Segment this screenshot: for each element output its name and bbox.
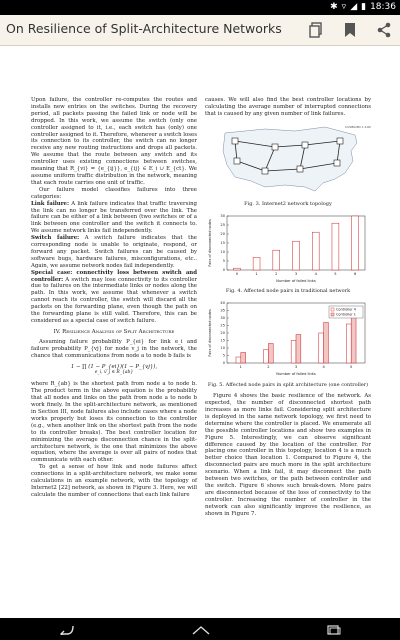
bar — [324, 323, 329, 364]
bookmark-icon[interactable] — [340, 20, 360, 40]
figure-4 — [205, 212, 371, 296]
y-tick-label: 35 — [220, 309, 225, 314]
bar — [268, 344, 273, 364]
bar — [293, 241, 300, 270]
switch-failure-label: Switch failure: — [31, 235, 80, 242]
equation — [31, 364, 197, 378]
x-tick-label: 4 — [322, 365, 325, 370]
bar — [236, 357, 241, 363]
bar — [253, 257, 260, 270]
document-title: On Resilience of Split-Architecture Networks — [6, 21, 282, 36]
right-column — [205, 97, 371, 517]
map-corner-label: CUSBN-BD 1:1000 — [345, 124, 371, 129]
status-bar — [0, 0, 400, 15]
y-tick-label: 30 — [220, 213, 225, 218]
equation-subscript: e_i, v_j ∈ R_{ab} — [94, 370, 134, 376]
y-tick-label: 5 — [222, 354, 225, 359]
battery-icon: ▮ — [361, 2, 367, 12]
legend-swatch — [331, 308, 334, 311]
x-tick-label: 6 — [353, 271, 357, 276]
y-tick-label: 25 — [220, 222, 225, 227]
bar — [352, 216, 359, 270]
bar — [264, 350, 269, 364]
bar — [312, 232, 319, 270]
toolbar-actions — [306, 20, 394, 40]
chart-affected-pairs-traditional — [205, 212, 371, 284]
y-tick-label: 15 — [220, 339, 225, 344]
paragraph: causes. We will also find the best controller locations by calculating the average number of interrupted connections that is caused by any given number of link failures. — [205, 97, 371, 117]
x-tick-label: 0 — [235, 271, 239, 276]
special-case-label: Special case: connectivity loss between switch and controller: — [31, 269, 197, 283]
paragraph: Assuming failure probability P_{ei} for link e_i and failure probability P_{vj} for node v_j in the network, the chance that communications from node a to node b fails is — [31, 338, 197, 359]
x-tick-label: 4 — [314, 271, 317, 276]
cards-icon[interactable] — [306, 20, 326, 40]
bluetooth-icon: ✱ — [330, 2, 338, 12]
x-tick-label: 1 — [255, 271, 258, 276]
x-tick-label: 3 — [294, 271, 298, 276]
map-outline — [223, 127, 357, 191]
y-axis-label: Pairs of disconnected nodes — [208, 309, 212, 358]
legend-label: Controller 1 — [336, 312, 356, 317]
y-tick-label: 40 — [220, 301, 225, 306]
paragraph: Upon failure, the controller re-computes the routes and installs new entries on the switches. During the recovery period, all packets passing the failed link or node will be dropped. In this work, we assume the switch (only one controller assigned to it, i.e., each switch has (only) one controller assigned to it. Therefore, whenever a switch loses its connection to its controller, the switch can no longer receive any new routing instructions and drops all packets. We assume that the route between any switch and its controller uses existing connections between switches, meaning that R_{vi} = {e_{ij}}, e_{ij} ∈ E_i ∪ E_{ct}. We assume uniform traffic distribution in the network, meaning that each route carries one unit of traffic. — [31, 97, 197, 186]
y-tick-label: 20 — [220, 331, 225, 336]
y-tick-label: 0 — [222, 267, 225, 272]
y-tick-label: 10 — [220, 249, 225, 254]
section-heading: IV. Resilience Analysis of Split Architecture — [53, 328, 175, 335]
figure-4-caption: Fig. 4. Affected node pairs in traditional network — [225, 288, 351, 295]
x-tick-label: 2 — [267, 365, 270, 370]
paragraph: Our failure model classifies failures into three categories: — [31, 186, 197, 200]
status-icons — [330, 2, 396, 12]
back-icon[interactable] — [59, 620, 75, 639]
bar — [241, 353, 246, 364]
recent-apps-icon[interactable] — [327, 620, 341, 639]
app-bar — [0, 15, 400, 46]
paragraph: A link failure indicates that traffic traversing the link can no longer be transferred over the link. The failure can be either of a link between (two switches or of a link between one controller and the switch it connects to. We assume network links fail independently. — [31, 200, 197, 235]
navigation-bar — [0, 618, 400, 640]
figure-5 — [205, 299, 371, 389]
clock: 18:36 — [370, 2, 396, 12]
y-tick-label: 20 — [220, 231, 225, 236]
x-tick-label: 5 — [334, 271, 337, 276]
x-tick-label: 2 — [275, 271, 278, 276]
bar — [319, 333, 324, 363]
internet2-map — [205, 121, 371, 196]
bar — [296, 335, 301, 364]
paragraph: A switch failure indicates that the corresponding node is unable to originate, respond, or forward any packet. Switch failures can be caused by software bugs, hardware failures, misconfigurations, etc.. Again, we assume network nodes fail independently. — [31, 235, 197, 269]
x-axis-label: Number of failed links — [276, 372, 316, 377]
paragraph: where R_{ab} is the shortest path from node a to node b. The product term in the above equation is the probability that all nodes and links on the path from node a to node b work finely. In the split-architecture network, as mentioned in Section III, node failures also include cases where a node works properly but loses its connection to the controller (e.g., when another link on the shortest path from the node to its controller breaks). The best controller location for minimizing the average disconnection chance in the split-architecture network, is the one that minimizes the above equation, where the average is over all pairs of nodes that communicate with each other. — [31, 381, 197, 464]
y-tick-label: 5 — [222, 258, 225, 263]
paragraph: A switch may lose connectivity to its controller due to failures on the intermediate links or nodes along the path. In this work, we assume that whenever a switch cannot reach its controller, the switch will discard all the packets on the forwarding plane, even though the path on the forwarding plane is still valid. Therefore, this can be considered as a special case of switch failure. — [31, 276, 197, 324]
y-tick-label: 15 — [220, 240, 225, 245]
home-icon[interactable] — [192, 620, 210, 639]
figure-3 — [205, 121, 371, 208]
y-axis-label: Pairs of disconnected nodes — [208, 218, 212, 267]
x-tick-label: 1 — [239, 365, 242, 370]
wifi-icon: ▿ — [341, 2, 347, 12]
y-tick-label: 25 — [220, 324, 225, 329]
chart-affected-pairs-split — [205, 299, 371, 377]
legend-swatch — [331, 313, 334, 316]
bar — [291, 341, 296, 364]
bar — [346, 324, 351, 363]
equation-body: 1 − ∏ (1 − P_{ei})(1 − P_{vj}), — [70, 363, 158, 370]
figure-5-caption: Fig. 5. Affected node pairs in split architecture (one controller) — [207, 382, 369, 389]
x-tick-label: 5 — [350, 365, 353, 370]
y-tick-label: 10 — [220, 346, 225, 351]
signal-icon: ◢ — [350, 2, 358, 12]
x-tick-label: 3 — [294, 365, 298, 370]
bar — [273, 250, 280, 270]
y-tick-label: 30 — [220, 316, 225, 321]
bar — [351, 311, 356, 364]
y-tick-label: 0 — [222, 361, 225, 366]
paragraph: Figure 4 shows the basic resilience of the network. As expected, the number of disconnected shortest path increases as more links fail. Considering split architecture is deployed in the same network topology, we first need to determine where the controller is placed. We enumerate all the possible controller locations and show two examples in Figure 5. Interestingly, we can observe significant difference caused by the location of the controller. For placing one controller in this topology, location 4 is a much better choice than location 1. Compared to Figure 4, the disconnected pairs are much more in the split architecture scenario. When a link fail, it may disconnect the path between two switches, or the path between controller and the switch. Figure 6 shows such break-down. More pairs are disconnected because of the loss of connectivity to the controller. Increasing the number of controller in the network can also significantly improve the resilience, as shown in Figure 7. — [205, 393, 371, 517]
link-failure-label: Link failure: — [31, 200, 69, 207]
left-column — [31, 97, 197, 499]
legend-label: Controller 4 — [336, 307, 356, 312]
figure-3-caption: Fig. 3. Internet2 network topology — [244, 200, 332, 207]
bar — [233, 268, 240, 270]
bar — [332, 223, 339, 270]
x-axis-label: Number of failed links — [276, 278, 316, 283]
paragraph: To get a sense of how link and node failures affect connections in a split-architecture network, we make some calculations in an example network, with the topology of Internet2 [22] network, as shown in Figure 3. Here, we will calculate the number of connections that each link failure — [31, 464, 197, 498]
share-icon[interactable] — [374, 20, 394, 40]
